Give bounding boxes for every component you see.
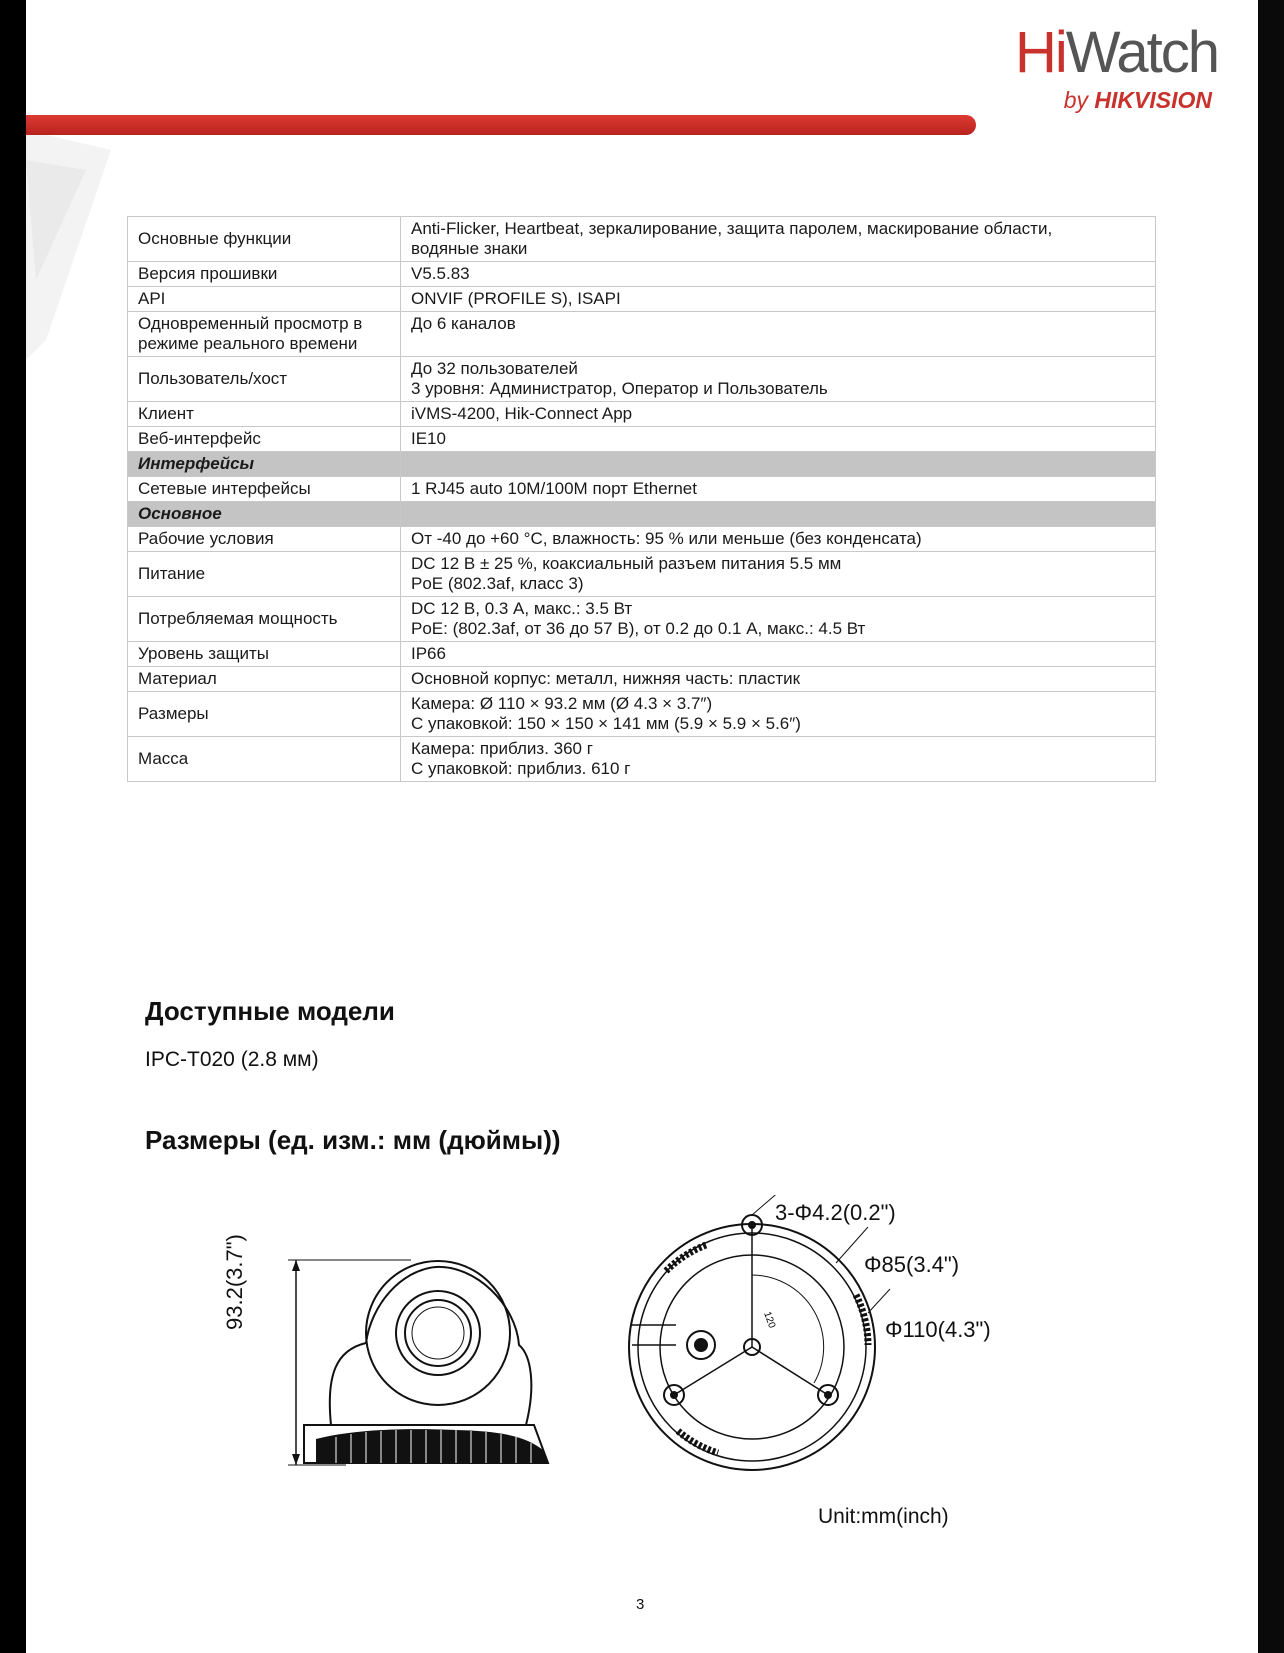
spec-value <box>401 642 1156 667</box>
spec-section-row <box>128 502 1156 527</box>
models-heading: Доступные модели <box>145 996 395 1026</box>
spec-value-line: Камера: приблиз. 360 г <box>411 739 593 758</box>
dark-edge <box>1258 0 1284 1653</box>
spec-row <box>128 427 1156 452</box>
spec-row <box>128 217 1156 262</box>
spec-value-line: До 6 каналов <box>411 314 516 333</box>
page-number: 3 <box>636 1596 645 1613</box>
spec-row <box>128 667 1156 692</box>
spec-value-line: DC 12 В ± 25 %, коаксиальный разъем питания 5.5 мм <box>411 554 842 573</box>
spec-key: Рабочие условия <box>128 527 401 552</box>
section-title: Основное <box>128 502 401 527</box>
spec-row <box>128 477 1156 502</box>
section-filler <box>401 452 1156 477</box>
spec-value <box>401 597 1156 642</box>
spec-value-line: Основной корпус: металл, нижняя часть: пластик <box>411 669 801 688</box>
spec-value <box>401 427 1156 452</box>
spec-value-line: PoE: (802.3af, от 36 до 57 В), от 0.2 до 0.1 А, макс.: 4.5 Вт <box>411 619 866 638</box>
spec-value-line: От -40 до +60 °C, влажность: 95 % или меньше (без конденсата) <box>411 529 922 548</box>
spec-value <box>401 692 1156 737</box>
spec-value <box>401 527 1156 552</box>
model-name: IPC-T020 (2.8 мм) <box>145 1048 319 1071</box>
angle-label: 120 <box>761 1310 778 1330</box>
camera-bottom-view-drawing <box>606 1195 906 1495</box>
spec-row <box>128 692 1156 737</box>
hikvision-sublogo: by HIKVISION <box>1063 87 1212 113</box>
holes-dimension-label: 3-Φ4.2(0.2") <box>775 1200 896 1225</box>
spec-key: Материал <box>128 667 401 692</box>
spec-row <box>128 642 1156 667</box>
spec-key: Веб-интерфейс <box>128 427 401 452</box>
spec-section-row <box>128 452 1156 477</box>
unit-label: Unit:mm(inch) <box>818 1505 949 1528</box>
spec-key: Уровень защиты <box>128 642 401 667</box>
spec-row <box>128 597 1156 642</box>
spec-key: Потребляемая мощность <box>128 597 401 642</box>
spec-value-line: водяные знаки <box>411 239 528 258</box>
section-filler <box>401 502 1156 527</box>
spec-value <box>401 552 1156 597</box>
spec-value-line: 1 RJ45 auto 10M/100M порт Ethernet <box>411 479 697 498</box>
spec-value <box>401 357 1156 402</box>
spec-value-line: С упаковкой: приблиз. 610 г <box>411 759 631 778</box>
spec-value <box>401 262 1156 287</box>
spec-key: Версия прошивки <box>128 262 401 287</box>
spec-value <box>401 402 1156 427</box>
inner-diameter-label: Φ85(3.4") <box>864 1252 960 1277</box>
spec-value <box>401 477 1156 502</box>
spec-key: Клиент <box>128 402 401 427</box>
spec-value-line: DC 12 В, 0.3 А, макс.: 3.5 Вт <box>411 599 633 618</box>
spec-value-line: До 32 пользователей <box>411 359 578 378</box>
spec-row <box>128 527 1156 552</box>
spec-value <box>401 287 1156 312</box>
spec-table <box>127 216 1156 782</box>
spec-row <box>128 737 1156 782</box>
spec-value-line: IE10 <box>411 429 446 448</box>
spec-value-line: С упаковкой: 150 × 150 × 141 мм (5.9 × 5.9 × 5.6″) <box>411 714 801 733</box>
hiwatch-logo: HiWatch <box>1015 20 1218 85</box>
spec-key: Пользователь/хост <box>128 357 401 402</box>
spec-row <box>128 312 1156 357</box>
spec-key: Питание <box>128 552 401 597</box>
spec-value-line: iVMS-4200, Hik-Connect App <box>411 404 633 423</box>
outer-diameter-label: Φ110(4.3") <box>885 1317 991 1342</box>
document-page <box>26 0 1258 1653</box>
spec-row <box>128 287 1156 312</box>
spec-value <box>401 667 1156 692</box>
spec-row <box>128 357 1156 402</box>
spec-value <box>401 217 1156 262</box>
spec-value-line: PoE (802.3af, класс 3) <box>411 574 584 593</box>
header-red-bar <box>26 115 976 135</box>
spec-key: Одновременный просмотр в режиме реального времени <box>128 312 401 357</box>
spec-value <box>401 737 1156 782</box>
spec-key: Размеры <box>128 692 401 737</box>
spec-key: Основные функции <box>128 217 401 262</box>
height-dimension-label: 93.2(3.7") <box>222 1234 247 1330</box>
dimensions-heading: Размеры (ед. изм.: мм (дюймы)) <box>145 1125 561 1155</box>
spec-key: API <box>128 287 401 312</box>
spec-value <box>401 312 1156 357</box>
spec-row <box>128 552 1156 597</box>
camera-side-view-drawing <box>226 1215 566 1495</box>
spec-value-line: ONVIF (PROFILE S), ISAPI <box>411 289 621 308</box>
spec-value-line: 3 уровня: Администратор, Оператор и Пользователь <box>411 379 828 398</box>
spec-key: Масса <box>128 737 401 782</box>
spec-row <box>128 262 1156 287</box>
spec-row <box>128 402 1156 427</box>
spec-value-line: Anti-Flicker, Heartbeat, зеркалирование, защита паролем, маскирование области, <box>411 219 1053 238</box>
spec-value-line: IP66 <box>411 644 446 663</box>
spec-value-line: Камера: Ø 110 × 93.2 мм (Ø 4.3 × 3.7″) <box>411 694 713 713</box>
spec-value-line: V5.5.83 <box>411 264 470 283</box>
spec-key: Сетевые интерфейсы <box>128 477 401 502</box>
section-title: Интерфейсы <box>128 452 401 477</box>
